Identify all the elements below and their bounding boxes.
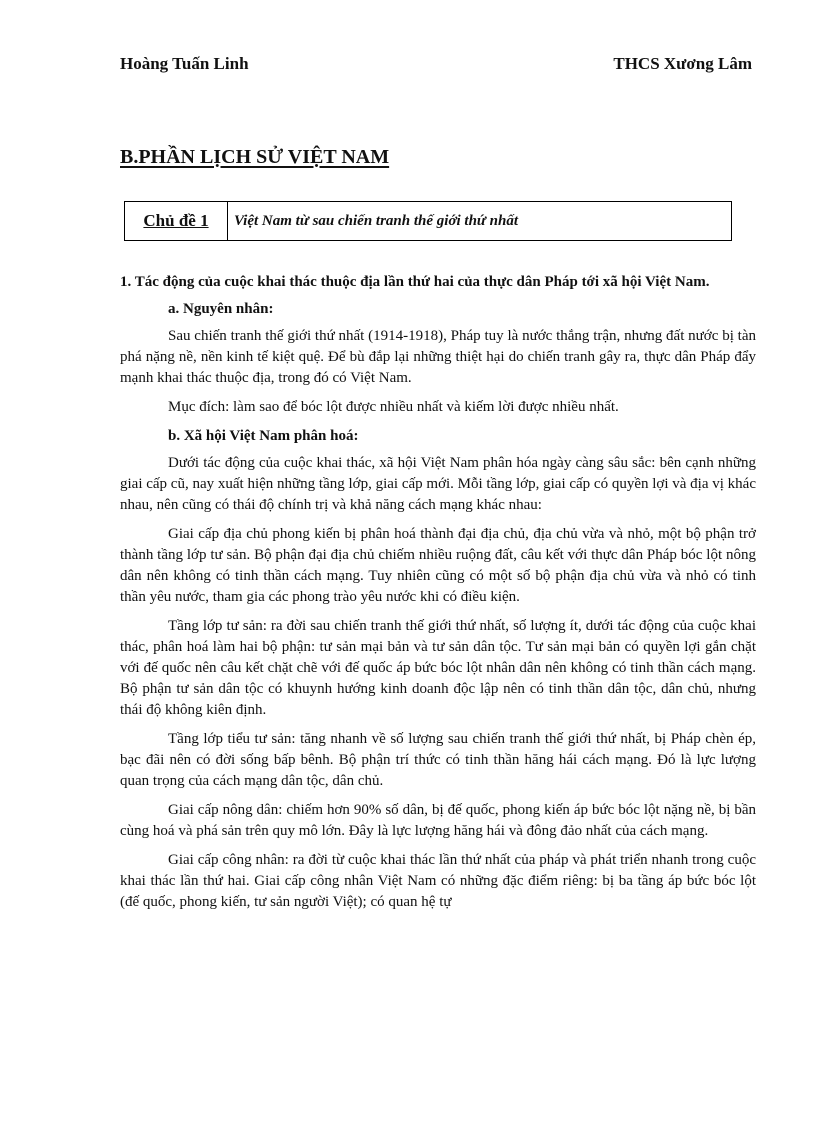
topic-label: Chủ đề 1 (125, 202, 228, 240)
paragraph: Sau chiến tranh thế giới thứ nhất (1914-1918), Pháp tuy là nước thắng trận, nhưng đất nước bị tàn phá nặng nề, nền kinh tế kiệt quệ. Để bù đắp lại những thiệt hại do chiến tranh gây ra, thực dân Pháp đẩy mạnh khai thác thuộc địa, trong đó có Việt Nam. (120, 328, 756, 386)
page-header (120, 54, 752, 74)
topic-box (124, 201, 732, 241)
school-name: THCS Xương Lâm (613, 54, 752, 73)
paragraph: Tầng lớp tiểu tư sản: tăng nhanh về số lượng sau chiến tranh thế giới thứ nhất, bị Pháp chèn ép, bạc đãi nên có đời sống bấp bênh. Bộ phận trí thức có tinh thần hăng hái cách mạng. Đó là lực lượng quan trọng của cách mạng dân tộc, dân chủ. (120, 731, 756, 789)
heading-1: 1. Tác động của cuộc khai thác thuộc địa lần thứ hai của thực dân Pháp tới xã hội Việt Nam. (120, 274, 710, 290)
paragraph: Giai cấp công nhân: ra đời từ cuộc khai thác lần thứ nhất của pháp và phát triển nhanh trong cuộc khai thác lần thứ hai. Giai cấp công nhân Việt Nam có những đặc điểm riêng: bị ba tầng áp bức bóc lột (đế quốc, phong kiến, tư sản người Việt); có quan hệ tự (120, 852, 756, 910)
section-title: B.PHẦN LỊCH SỬ VIỆT NAM (120, 146, 390, 168)
paragraph: Giai cấp địa chủ phong kiến bị phân hoá thành đại địa chủ, địa chủ vừa và nhỏ, một bộ phận trở thành tầng lớp tư sản. Bộ phận đại địa chủ chiếm nhiều ruộng đất, câu kết với thực dân Pháp bóc lột nông dân nên không có tinh thần cách mạng. Tuy nhiên cũng có một số bộ phận địa chủ vừa và nhỏ có tinh thần yêu nước, tham gia các phong trào yêu nước khi có điều kiện. (120, 526, 756, 605)
paragraph: Giai cấp nông dân: chiếm hơn 90% số dân, bị đế quốc, phong kiến áp bức bóc lột nặng nề, bị bần cùng hoá và phá sản trên quy mô lớn. Đây là lực lượng hăng hái và đông đảo nhất của cách mạng. (120, 802, 756, 839)
paragraph: Tầng lớp tư sản: ra đời sau chiến tranh thế giới thứ nhất, số lượng ít, dưới tác động của cuộc khai thác, phân hoá làm hai bộ phận: tư sản mại bản và tư sản dân tộc. Tư sản mại bản có quyền lợi gắn chặt với đế quốc nên câu kết chặt chẽ với đế quốc áp bức bóc lột nhân dân nên không có tinh thần cách mạng. Bộ phận tư sản dân tộc có khuynh hướng kinh doanh độc lập nên có tinh thần dân tộc, dân chủ, nhưng thái độ không kiên định. (120, 618, 756, 718)
paragraph: Dưới tác động của cuộc khai thác, xã hội Việt Nam phân hóa ngày càng sâu sắc: bên cạnh những giai cấp cũ, nay xuất hiện những tầng lớp, giai cấp mới. Mỗi tầng lớp, giai cấp có quyền lợi và địa vị khác nhau, nên cũng có thái độ chính trị và khả năng cách mạng khác nhau: (120, 455, 756, 513)
paragraph: Mục đích: làm sao để bóc lột được nhiều nhất và kiếm lời được nhiều nhất. (168, 399, 619, 415)
subheading-b: b. Xã hội Việt Nam phân hoá: (168, 428, 359, 444)
author-name: Hoàng Tuấn Linh (120, 54, 249, 73)
topic-title: Việt Nam từ sau chiến tranh thế giới thứ nhất (234, 212, 519, 229)
subheading-a: a. Nguyên nhân: (168, 301, 274, 317)
document-body (120, 272, 756, 921)
